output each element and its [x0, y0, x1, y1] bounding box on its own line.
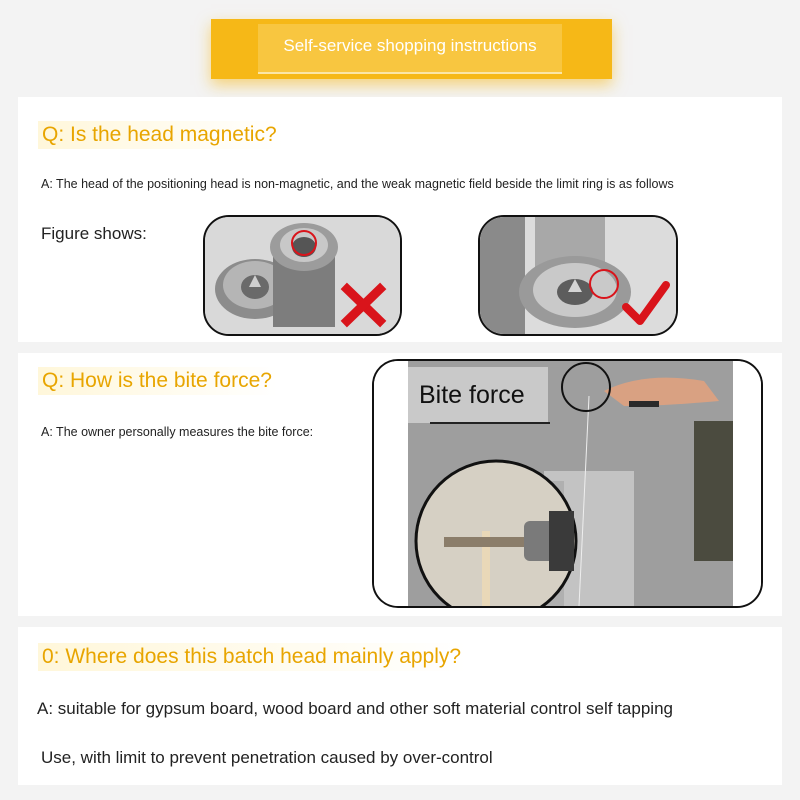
photo-bite-force	[372, 359, 763, 608]
faq-card-bite-force	[18, 353, 782, 616]
header-title: Self-service shopping instructions	[258, 24, 562, 74]
faq-card-magnetic	[18, 97, 782, 342]
photo-limit-ring-magnetic	[478, 215, 678, 336]
answer-magnetic: A: The head of the positioning head is non-magnetic, and the weak magnetic field beside the limit ring is as follows	[41, 177, 674, 191]
answer-application-line2: Use, with limit to prevent penetration caused by over-control	[41, 748, 493, 767]
answer-application-line1: A: suitable for gypsum board, wood board and other soft material control self tapping	[37, 699, 673, 718]
figure-label: Figure shows:	[41, 224, 147, 243]
faq-card-application	[18, 627, 782, 785]
question-application: 0: Where does this batch head mainly apply?	[38, 643, 467, 671]
bite-force-label: Bite force	[419, 381, 525, 409]
answer-bite-force: A: The owner personally measures the bite force:	[41, 425, 314, 439]
photo-head-nonmagnetic	[203, 215, 402, 336]
question-bite-force: Q: How is the bite force?	[38, 367, 278, 395]
question-magnetic: Q: Is the head magnetic?	[38, 121, 283, 149]
